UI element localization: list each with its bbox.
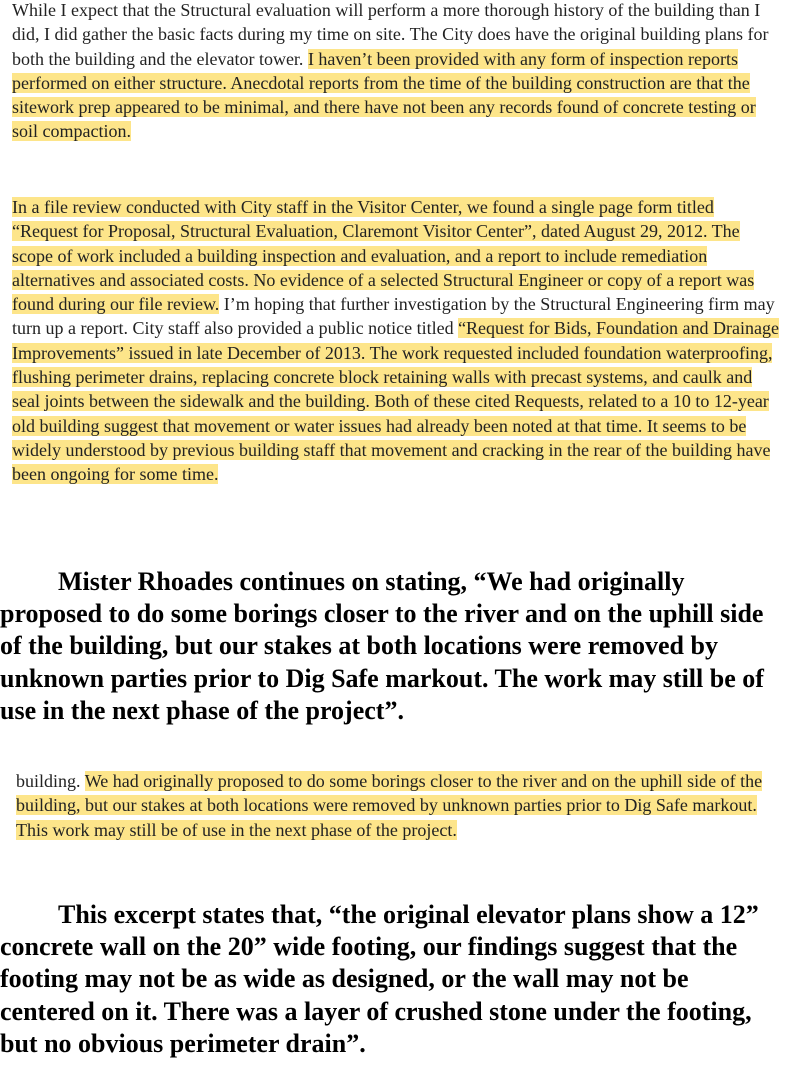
commentary-paragraph-elevator (0, 899, 787, 1060)
excerpt-borings (16, 769, 786, 842)
excerpt-paragraph (12, 195, 784, 487)
excerpt-paragraph (16, 769, 786, 842)
highlighted-text: I haven’t been provided with any form of inspection reports performed on either structure. Anecdotal reports from the time of the building construction are that the sitework prep appeared to be minimal, and there have not been any records found of concrete testing or soil compaction. (12, 48, 756, 142)
excerpt-plain-text: building. (16, 771, 85, 791)
commentary-text: Mister Rhoades continues on stating, “We had originally proposed to do some borings closer to the river and on the uphill side of the building, but our stakes at both locations were removed by unknown parties prior to Dig Safe markout. The work may still be of use in the next phase of the project”. (0, 567, 764, 725)
excerpt-file-review (12, 195, 784, 487)
highlighted-text: We had originally proposed to do some borings closer to the river and on the uphill side of the building, but our stakes at both locations were removed by unknown parties prior to Dig Safe markout. This work may still be of use in the next phase of the project. (16, 771, 763, 840)
highlighted-text: “Request for Bids, Foundation and Drainage Improvements” issued in late December of 2013. The work requested included foundation waterproofing, flushing perimeter drains, replacing concrete block retaining walls with precast systems, and caulk and seal joints between the sidewalk and the building. Both of these cited Requests, related to a 10 to 12-year old building suggest that movement or water issues had already been noted at that time. It seems to be widely understood by previous building staff that movement and cracking in the rear of the building have been ongoing for some time. (12, 318, 779, 485)
excerpt-plain-text: I’m hoping that further investigation by the Structural Engineering firm may turn up a report. City staff also provided a public notice titled (12, 294, 775, 339)
highlighted-text: In a file review conducted with City staff in the Visitor Center, we found a single page form titled “Request for Proposal, Structural Evaluation, Claremont Visitor Center”, dated August 29, 2012. The scope of work included a building inspection and evaluation, and a report to include remediation alternatives and associated costs. No evidence of a selected Structural Engineer or copy of a report was found during our file review. (12, 197, 755, 315)
excerpt-paragraph (12, 0, 784, 144)
excerpt-plain-text: While I expect that the Structural evaluation will perform a more thorough history of the building than I did, I did gather the basic facts during my time on site. The City does have the original building plans for both the building and the elevator tower. (12, 0, 769, 69)
excerpt-site-history (12, 0, 784, 144)
commentary-paragraph-rhoades (0, 566, 787, 727)
commentary-text: This excerpt states that, “the original elevator plans show a 12” concrete wall on the 20” wide footing, our findings suggest that the footing may not be as wide as designed, or the wall may not be centered on it. There was a layer of crushed stone under the footing, but no obvious perimeter drain”. (0, 900, 759, 1058)
